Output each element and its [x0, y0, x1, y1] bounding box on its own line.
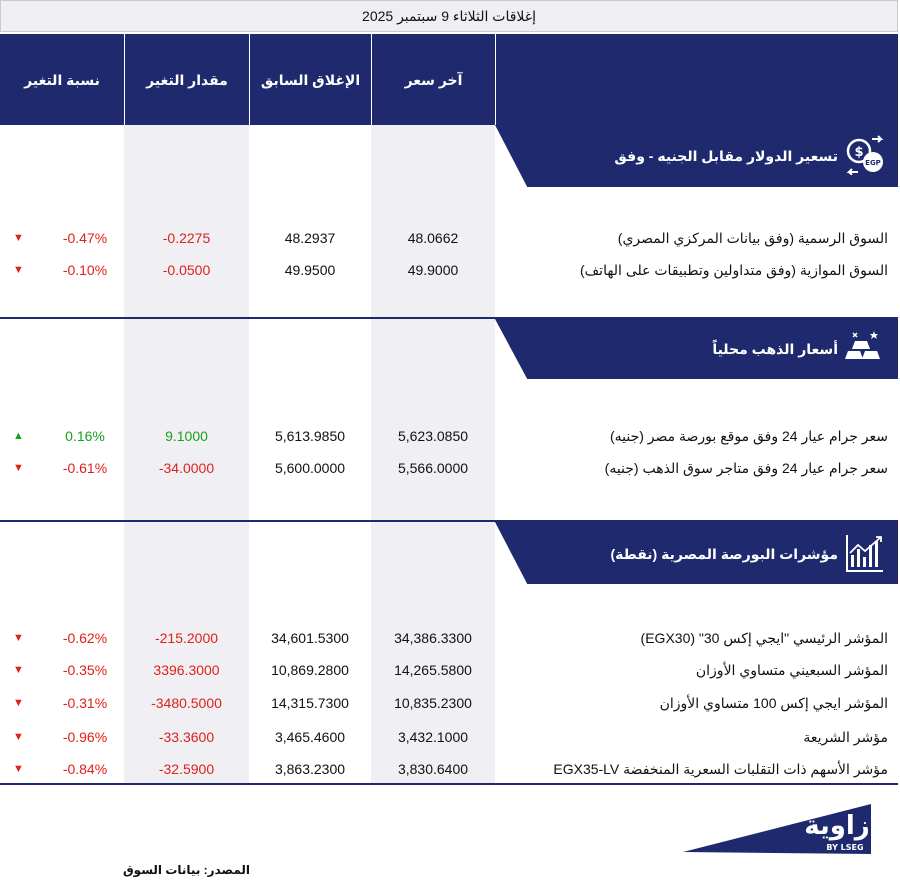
row-pct: 0.16% — [65, 428, 105, 444]
svg-text:EGP: EGP — [865, 159, 881, 167]
row-pct: -0.96% — [62, 729, 108, 745]
column-stripe-change — [124, 125, 249, 783]
down-arrow-icon: ▼ — [13, 232, 24, 244]
table-header — [0, 34, 898, 125]
row-pct: -0.10% — [62, 262, 108, 278]
row-change: 3396.3000 — [153, 662, 220, 678]
zawya-logo — [683, 804, 871, 854]
row-pct: -0.62% — [62, 630, 108, 646]
down-arrow-icon: ▼ — [13, 731, 24, 743]
header-change — [124, 34, 249, 125]
row-last: 3,830.6400 — [397, 761, 469, 777]
section-title-usd: تسعير الدولار مقابل الجنيه - وفق — [614, 148, 838, 164]
section-title-gold: أسعار الذهب محلياً — [712, 341, 838, 357]
svg-text:$: $ — [854, 145, 864, 160]
row-change: -3480.5000 — [151, 695, 222, 711]
row-prev: 3,465.4600 — [274, 729, 346, 745]
row-label: السوق الموازية (وفق متداولين وتطبيقات على الهاتف) — [580, 262, 888, 278]
header-change-pct-label: نسبة التغير — [24, 72, 100, 88]
row-change: -33.3600 — [158, 729, 215, 745]
row-label: المؤشر الرئيسي "ايجي إكس 30" (EGX30) — [640, 630, 888, 646]
row-label: مؤشر الشريعة — [803, 729, 888, 745]
row-change: -32.5900 — [158, 761, 215, 777]
row-pct: -0.31% — [62, 695, 108, 711]
section-divider — [0, 317, 898, 319]
row-last: 10,835.2300 — [394, 695, 472, 711]
down-arrow-icon: ▼ — [13, 763, 24, 775]
row-change: 9.1000 — [165, 428, 208, 444]
row-pct: -0.84% — [62, 761, 108, 777]
down-arrow-icon: ▼ — [13, 264, 24, 276]
row-label: مؤشر الأسهم ذات التقلبات السعرية المنخفضة EGX35-LV — [553, 761, 888, 777]
row-last: 34,386.3300 — [394, 630, 472, 646]
row-pct: -0.47% — [62, 230, 108, 246]
row-label: المؤشر السبعيني متساوي الأوزان — [695, 662, 888, 678]
header-change-label: مقدار التغير — [146, 72, 228, 88]
header-prev-close-label: الإغلاق السابق — [260, 72, 361, 88]
stock-chart-icon — [845, 533, 885, 573]
row-pct: -0.35% — [62, 662, 108, 678]
row-prev: 34,601.5300 — [271, 630, 349, 646]
down-arrow-icon: ▼ — [13, 664, 24, 676]
row-label: سعر جرام عيار 24 وفق موقع بورصة مصر (جنيه) — [609, 428, 888, 444]
row-last: 48.0662 — [407, 230, 459, 246]
brand-name: زاوية — [804, 811, 870, 841]
row-change: -34.0000 — [158, 460, 215, 476]
row-prev: 48.2937 — [284, 230, 336, 246]
header-last-price-label: آخر سعر — [404, 72, 463, 88]
row-prev: 3,863.2300 — [274, 761, 346, 777]
brand-sub: BY LSEG — [826, 843, 864, 852]
row-label: سعر جرام عيار 24 وفق متاجر سوق الذهب (جنيه) — [604, 460, 888, 476]
row-prev: 5,600.0000 — [274, 460, 346, 476]
dollar-egp-exchange-icon — [845, 135, 885, 175]
down-arrow-icon: ▼ — [13, 632, 24, 644]
row-last: 49.9000 — [407, 262, 459, 278]
row-change: -0.2275 — [162, 230, 211, 246]
up-arrow-icon: ▲ — [13, 430, 24, 442]
table-bottom-rule — [0, 783, 898, 785]
down-arrow-icon: ▼ — [13, 462, 24, 474]
row-prev: 5,613.9850 — [274, 428, 346, 444]
row-prev: 10,869.2800 — [271, 662, 349, 678]
header-prev-close — [249, 34, 371, 125]
gold-bars-icon — [845, 327, 885, 367]
row-label: السوق الرسمية (وفق بيانات المركزي المصري) — [617, 230, 888, 246]
row-last: 14,265.5800 — [394, 662, 472, 678]
page-title: إغلاقات الثلاثاء 9 سبتمبر 2025 — [362, 8, 536, 24]
header-change-pct — [0, 34, 124, 125]
row-prev: 49.9500 — [284, 262, 336, 278]
section-title-egx: مؤشرات البورصة المصرية (نقطة) — [610, 546, 838, 562]
date-title-bar — [0, 0, 898, 32]
row-last: 5,623.0850 — [397, 428, 469, 444]
column-stripe-last — [371, 125, 495, 783]
row-change: -215.2000 — [154, 630, 219, 646]
header-name-col — [495, 34, 898, 125]
source-note: المصدر: بيانات السوق — [122, 863, 250, 877]
header-last-price — [371, 34, 495, 125]
down-arrow-icon: ▼ — [13, 697, 24, 709]
section-divider — [0, 520, 898, 522]
row-last: 3,432.1000 — [397, 729, 469, 745]
row-last: 5,566.0000 — [397, 460, 469, 476]
row-change: -0.0500 — [162, 262, 211, 278]
row-pct: -0.61% — [62, 460, 108, 476]
row-label: المؤشر ايجي إكس 100 متساوي الأوزان — [659, 695, 888, 711]
row-prev: 14,315.7300 — [271, 695, 349, 711]
